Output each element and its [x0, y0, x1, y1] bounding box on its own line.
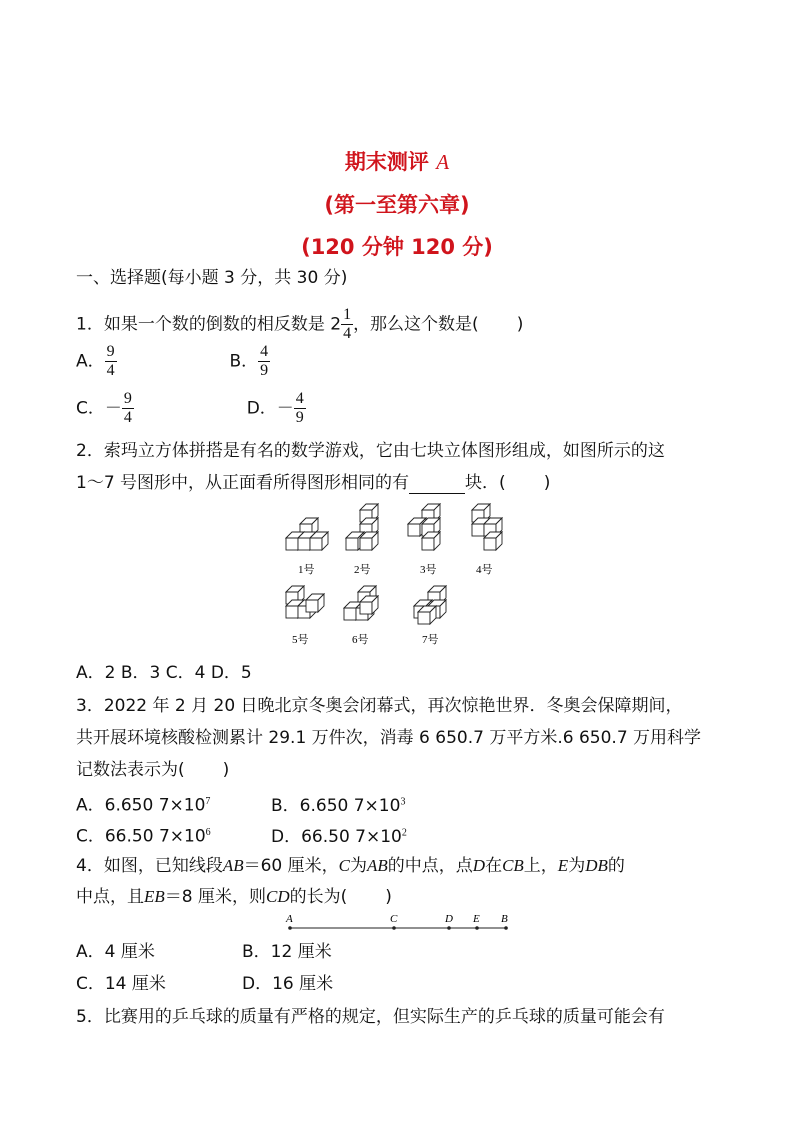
- section-heading: 一、选择题(每小题 3 分，共 30 分): [76, 268, 348, 288]
- figure-label-7: 7号: [422, 634, 439, 646]
- segment-diagram: [284, 909, 514, 935]
- option-d-fraction: $\frac{4}{9}$: [295, 390, 304, 426]
- option-c-label: C．: [76, 398, 105, 419]
- question-2-line2: 1～7 号图形中，从正面看所得图形相同的有 块．( ): [76, 473, 551, 493]
- point-label-d: D: [445, 913, 453, 925]
- answer-blank: [409, 477, 465, 494]
- option-a: A．6.650 $7\times 10^7$: [76, 795, 211, 816]
- option-a-fraction: $\frac{9}{4}$: [106, 343, 115, 379]
- option-c: C．66.50 $7\times 10^6$: [76, 826, 211, 847]
- figure-6: [344, 586, 378, 620]
- question-3-line3: 记数法表示为( ): [76, 760, 230, 780]
- question-4-line1: 4．如图，已知线段AB＝60 厘米，C为AB的中点，点D在CB上，E为DB的: [76, 856, 625, 876]
- exam-time-score: (120 分钟 120 分): [301, 235, 493, 259]
- point-label-a: A: [286, 913, 293, 925]
- question-4-line2: 中点，且EB＝8 厘米，则CD的长为( ): [76, 887, 392, 907]
- exam-title: 期末测评 A: [344, 150, 450, 174]
- exam-subtitle: (第一至第六章): [324, 193, 470, 217]
- option-b: B．6.650 $7\times 10^3$: [271, 795, 406, 816]
- figure-1: [286, 518, 328, 550]
- point-label-e: E: [473, 913, 480, 925]
- option-a: A．4 厘米: [76, 942, 155, 962]
- point-label-b: B: [501, 913, 508, 925]
- soma-cube-figures: [282, 502, 493, 650]
- question-3-line1: 3．2022 年 2 月 20 日晚北京冬奥会闭幕式，再次惊艳世界．冬奥会保障期间，: [76, 696, 683, 716]
- option-b: B．12 厘米: [242, 942, 332, 962]
- figure-label-3: 3号: [420, 564, 437, 576]
- figure-2: [346, 504, 378, 550]
- figure-label-2: 2号: [354, 564, 371, 576]
- option-b-label: B．: [229, 351, 259, 372]
- figure-label-1: 1号: [298, 564, 315, 576]
- question-4-options-ab: [76, 941, 332, 963]
- option-c-fraction: $\frac{9}{4}$: [123, 390, 132, 426]
- point-label-c: C: [390, 913, 398, 925]
- option-d-label: D．: [246, 398, 277, 419]
- figure-7: [414, 586, 446, 624]
- figure-label-6: 6号: [352, 634, 369, 646]
- figure-4: [472, 504, 502, 550]
- figure-label-5: 5号: [292, 634, 309, 646]
- figure-3: [408, 504, 440, 550]
- question-2-line1: 2．索玛立方体拼搭是有名的数学游戏，它由七块立体图形组成，如图所示的这: [76, 441, 665, 461]
- question-4-options-cd: [76, 973, 333, 995]
- question-1-options-cd: C．－ $\frac{9}{4}$ D．－ $\frac{4}{9}$: [76, 390, 304, 426]
- question-1-options-ab: [76, 343, 270, 380]
- mixed-fraction: $\frac{1}{4}$: [343, 306, 352, 342]
- question-5-line1: 5．比赛用的乒乓球的质量有严格的规定，但实际生产的乒乓球的质量可能会有: [76, 1007, 665, 1027]
- option-d: D．16 厘米: [242, 974, 334, 994]
- option-b-fraction: $\frac{4}{9}$: [260, 343, 269, 379]
- question-3-line2: 共开展环境核酸检测累计 29.1 万件次，消毒 6 650.7 万平方米.6 650.7 万用科学: [76, 728, 702, 748]
- figure-label-4: 4号: [476, 564, 493, 576]
- question-3-options-ab: [76, 791, 405, 817]
- question-2-options: A．2 B．3 C．4 D．5: [76, 663, 252, 683]
- question-1: 1．如果一个数的倒数的相反数是 2 $\frac{1}{4}$ ，那么这个数是( ): [76, 306, 524, 342]
- question-3-options-cd: [76, 822, 407, 848]
- figure-5: [286, 586, 324, 618]
- option-c: C．14 厘米: [76, 974, 166, 994]
- option-a-label: A．: [76, 351, 105, 372]
- option-d: D．66.50 $7\times 10^2$: [271, 826, 407, 847]
